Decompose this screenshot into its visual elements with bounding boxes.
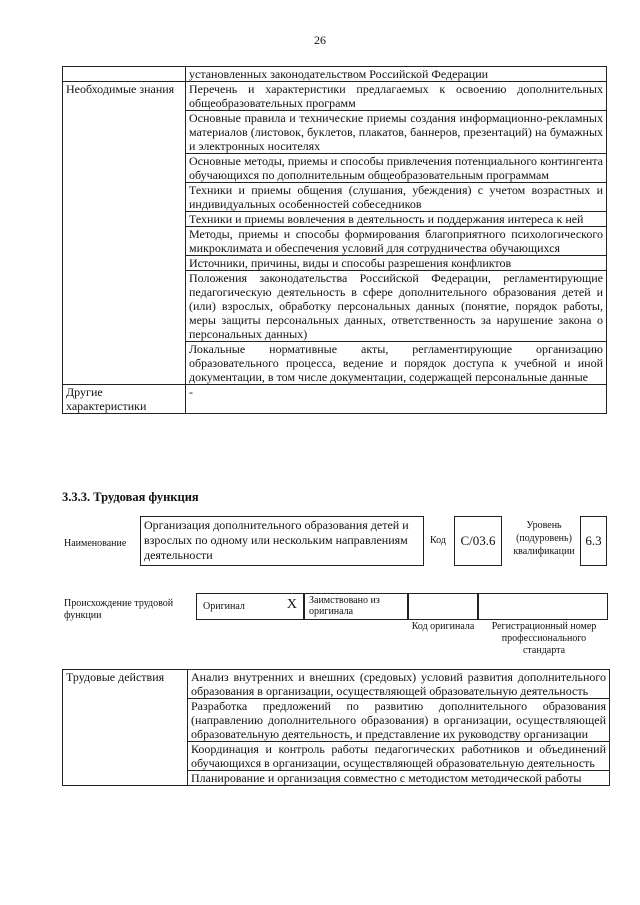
row-content: Источники, причины, виды и способы разрешения конфликтов <box>186 256 607 271</box>
knowledge-table <box>62 66 607 414</box>
original-mark: X <box>286 597 297 612</box>
function-name-box: Организация дополнительного образования детей и взрослых по одному или нескольким направлениям деятельности <box>140 516 424 566</box>
row-content: Разработка предложений по развитию дополнительного образования (направлению дополнительного образования) в организации, осуществляющей образовательную деятельность, и представление их руководству организации <box>188 699 610 742</box>
section-heading: 3.3.3. Трудовая функция <box>62 490 199 504</box>
row-content: Анализ внутренних и внешних (средовых) условий развития дополнительного образования в организации, осуществляющей образовательную деятельность <box>188 670 610 699</box>
row-content: Методы, приемы и способы формирования благоприятного психологического микроклимата и обеспечения условий для сотрудничества обучающихся <box>186 227 607 256</box>
page-number: 26 <box>314 33 326 47</box>
row-content: Положения законодательства Российской Федерации, регламентирующие педагогическую деятельность в сфере дополнительного образования детей и (или) взрослых, обработку персональных данных (понятие, порядок работы, меры защиты персональных данных, ответственность за нарушение закона о персональных данных) <box>186 271 607 342</box>
actions-table <box>62 669 610 786</box>
code-original-cell <box>408 593 478 620</box>
row-content: установленных законодательством Российской Федерации <box>186 67 607 82</box>
borrowed-cell: Заимствовано из оригинала <box>304 593 408 620</box>
table-row <box>63 82 607 111</box>
table-row <box>63 385 607 414</box>
row-content: Локальные нормативные акты, регламентирующие организацию образовательного процесса, ведение и порядок доступа к учебной и иной документации, в том числе документации, содержащей персональные данные <box>186 342 607 385</box>
row-content: Техники и приемы общения (слушания, убеждения) с учетом возрастных и индивидуальных особенностей собеседников <box>186 183 607 212</box>
row-label: Другие характеристики <box>63 385 186 414</box>
row-content: Планирование и организация совместно с методистом методической работы <box>188 771 610 786</box>
row-content: Координация и контроль работы педагогических работников и объединений обучающихся в организации, осуществляющей образовательную деятельность <box>188 742 610 771</box>
level-box: 6.3 <box>580 516 607 566</box>
level-label: Уровень (подуровень) квалификации <box>513 520 575 557</box>
row-label: Необходимые знания <box>63 82 186 385</box>
row-content: Основные методы, приемы и способы привлечения потенциального контингента обучающихся по дополнительным общеобразовательным программам <box>186 154 607 183</box>
reg-number-cell <box>478 593 608 620</box>
table-row <box>63 67 607 82</box>
actions-label: Трудовые действия <box>63 670 188 786</box>
origin-label: Происхождение трудовой функции <box>64 598 174 621</box>
code-original-label: Код оригинала <box>411 621 475 632</box>
row-content: Техники и приемы вовлечения в деятельность и поддержания интереса к ней <box>186 212 607 227</box>
row-content: Перечень и характеристики предлагаемых к освоению дополнительных общеобразовательных программ <box>186 82 607 111</box>
name-label: Наименование <box>64 538 127 549</box>
table-row <box>63 670 610 699</box>
original-cell <box>196 593 304 620</box>
row-content: Основные правила и технические приемы создания информационно-рекламных материалов (листовок, буклетов, плакатов, баннеров, презентаций) на бумажных и электронных носителях <box>186 111 607 154</box>
reg-number-label: Регистрационный номер профессионального стандарта <box>491 621 597 656</box>
code-label: Код <box>430 535 446 546</box>
original-label: Оригинал <box>203 601 245 612</box>
code-box: C/03.6 <box>454 516 502 566</box>
row-label <box>63 67 186 82</box>
row-content: - <box>186 385 607 414</box>
